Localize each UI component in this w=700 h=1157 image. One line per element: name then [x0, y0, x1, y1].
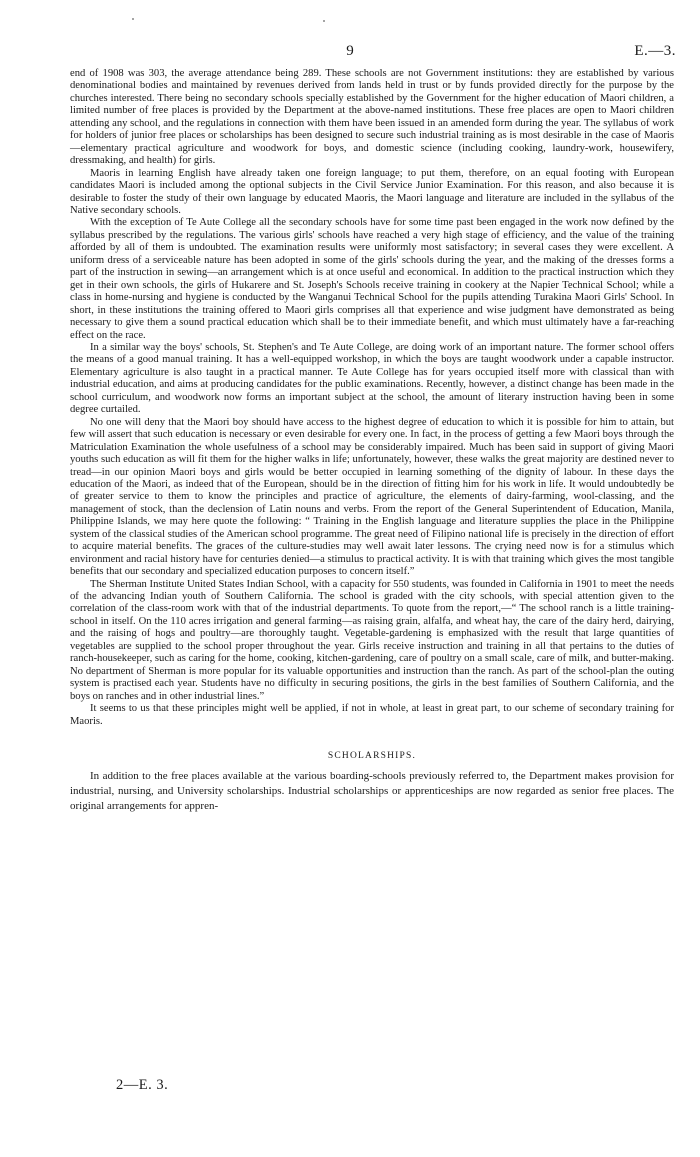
- document-code: E.—3.: [634, 43, 676, 59]
- paragraph: It seems to us that these principles might well be applied, if not in whole, at least in great part, to our scheme of secondary training for Maoris.: [70, 703, 674, 727]
- body-text: [70, 68, 674, 814]
- page-number: 9: [346, 43, 354, 59]
- paragraph: With the exception of Te Aute College all the secondary schools have for some time past been engaged in the work now defined by the syllabus prescribed by the regulations. The various girls' schools have reached a very high stage of efficiency, and the value of the training afforded by all of them is undoubted. The examination results were uniformly most satisfactory; in several cases they were excellent. A uniform dress of a serviceable nature has been adopted in some of the girls' schools during the year, and the making of the dresses forms a part of the instruction in sewing—an arrangement which is at once useful and economical. In addition to the practical instruction which they get in their own schools, the girls of Hukarere and St. Joseph's Schools receive training in cookery at the Napier Technical School; while a class in home-nursing and hygiene is conducted by the Wanganui Technical School for the pupils attending Turakina Maori Girls' School. In short, in these institutions the training offered to Maori girls comprises all that experience and wise judgment have demonstrated as being necessary to give them a sound practical education which shall be to their immediate benefit, and which must ultimately have a far-reaching effect on the race.: [70, 217, 674, 341]
- paragraph: The Sherman Institute United States Indian School, with a capacity for 550 students, was founded in California in 1901 to meet the needs of the advancing Indian youth of Southern California. The school is graded with the city schools, with special attention given to the correlation of the class-room work with that of the industrial departments. To quote from the report,—“ The school ranch is a little training-school in itself. On the 110 acres irrigation and general farming—as raising grain, alfalfa, and wheat hay, the care of the dairy herd, dairying, and the raising of hogs and poultry—are thoroughly taught. Vegetable-gardening is emphasized with the result that large quantities of vegetables are supplied to the school proper throughout the year. Girls receive instruction and training in all that pertains to the duties of ranch-housekeeper, such as caring for the home, cooking, kitchen-gardening, care of poultry on a small scale, care of milk, and butter-making. No department of Sherman is more popular for its valuable opportunities and instruction than the ranch. As part of the school-plan the outing system is practised each year. Students have no difficulty in securing positions, the girls in the best families of Southern California, and the boys on ranches and in other industrial lines.”: [70, 578, 674, 702]
- scan-speck: [323, 20, 325, 22]
- paragraph: end of 1908 was 303, the average attendance being 289. These schools are not Government institutions: they are established by various denominational bodies and maintained by revenues derived from lands held in trust or by funds provided directly for the purpose by the churches interested. There being no secondary schools specially established by the Government for the higher education of Maori children, a limited number of free places is provided by the Department at the above-named institutions. These free places are open to Maori children attending any school, and the regulations in connection with them have been issued in an amended form during the year. The syllabus of work for holders of junior free places or scholarships has been designed to secure such industrial training as is most desirable in the case of Maoris—elementary practical agriculture and woodwork for boys, and domestic science (including cooking, laundry-work, housewifery, dressmaking, and health) for girls.: [70, 68, 674, 167]
- paragraph: No one will deny that the Maori boy should have access to the highest degree of education to which it is possible for him to attain, but few will assert that such education is necessary or even desirable for every one. In fact, in the process of getting a few Maori boys through the Matriculation Examination the whole usefulness of a school may be considerably impaired. Much has been said in support of giving Maori youths such education as will fit them for the higher walks in life; unfortunately, however, these walks the great majority are destined never to tread—in our opinion Maori boys and girls would be better occupied in learning something of the dignity of labour. In these days the education of the Maori, as indeed that of the European, should be in the direction of fitting him for his work in life. It would undoubtedly be of greater service to them to know the principles and practice of agriculture, the elements of dairy-farming, wool-classing, and the management of stock, than the declension of Latin nouns and verbs. From the report of the General Superintendent of Education, Manila, Philippine Islands, we may here quote the following: “ Training in the English language and literature supplies the place in the Philippine system of the classical studies of the American school programme. The great need of Filipino national life is precisely in the direction of effort to acquire material benefits. The graces of the culture-studies may well await later lessons. The crying need now is for a stimulus which environment and racial history have for centuries denied—a stimulus to practical activity. It is with that training which gives the most tangible benefits that our secondary and specialized education purposes to concern itself.”: [70, 416, 674, 578]
- scan-speck: [132, 18, 134, 20]
- paragraph: In a similar way the boys' schools, St. Stephen's and Te Aute College, are doing work of an important nature. The former school offers the means of a good manual training. It has a well-equipped workshop, in which the boys are taught woodwork under a capable instructor. Elementary agriculture is also taught in a practical manner. Te Aute College has for years occupied itself more with classical than with industrial education, and aims at producing candidates for the public examinations. Recently, however, a distinct change has been made in the school curriculum, and woodwork now forms an important subject at the school, the amount of literary instruction having been in some degree curtailed.: [70, 341, 674, 416]
- paragraph: In addition to the free places available at the various boarding-schools previously referred to, the Department makes provision for industrial, nursing, and University scholarships. Industrial scholarships or apprenticeships are now regarded as senior free places. The original arrangements for appren-: [70, 770, 674, 812]
- section-heading: SCHOLARSHIPS.: [327, 751, 417, 762]
- paragraph: Maoris in learning English have already taken one foreign language; to put them, therefore, on an equal footing with European candidates Maori is included among the optional subjects in the Civil Service Junior Examination. For this reason, and also because it is desirable to foster the study of their own language by educated Maoris, the Maori language and literature are included in the syllabus of the Native secondary schools.: [70, 167, 674, 216]
- footer-signature: 2—E. 3.: [116, 1077, 169, 1093]
